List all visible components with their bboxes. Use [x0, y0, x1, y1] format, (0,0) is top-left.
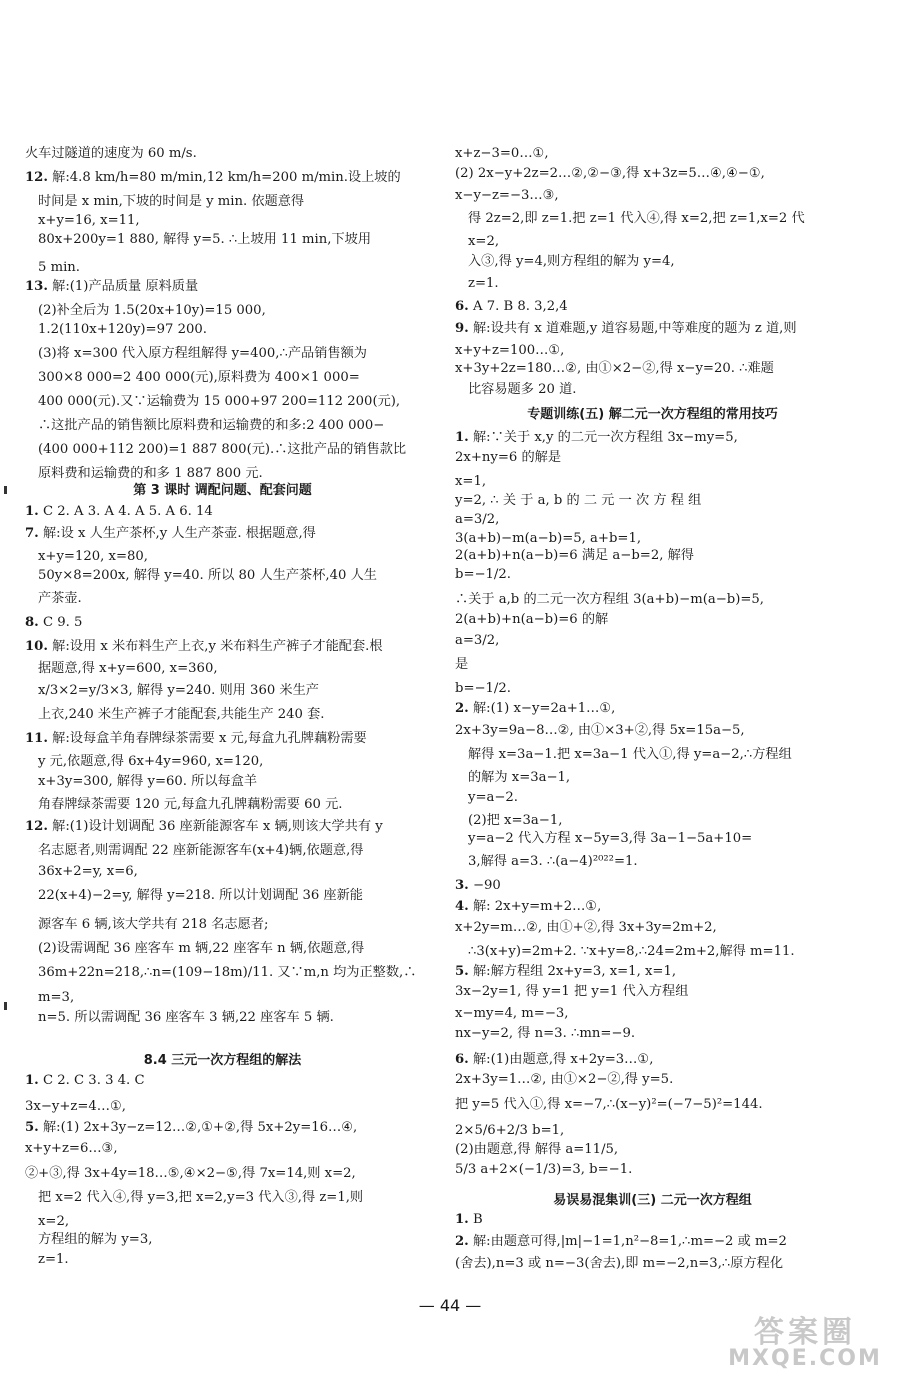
binding-mark: [4, 1002, 7, 1010]
text-line: [455, 1068, 850, 1092]
line-text: 3x−2y=1, 得 y=1 把 y=1 代入方程组: [455, 984, 689, 1000]
text-line: [25, 884, 420, 908]
text-line: [455, 378, 850, 402]
page-number: — 44 —: [418, 1296, 482, 1315]
line-text: 10. 解:设用 x 米布料生产上衣,y 米布料生产裤子才能配套.根: [25, 639, 383, 655]
text-line: [455, 1093, 850, 1117]
line-text: 是: [455, 657, 469, 673]
text-line: [25, 414, 420, 438]
line-text: 比容易题多 20 道.: [468, 382, 577, 398]
line-text: 易误易混集训(三) 二元一次方程组: [553, 1192, 752, 1208]
watermark-text: 答案圈: [754, 1315, 856, 1350]
text-line: [455, 446, 850, 470]
text-line: [25, 1137, 420, 1161]
text-line: [455, 916, 850, 940]
line-text: z=1.: [38, 1252, 69, 1268]
line-text: x+y+z=100…①,: [455, 343, 565, 359]
line-text: 上衣,240 米生产裤子才能配套,共能生产 240 套.: [38, 707, 325, 723]
line-text: 把 y=5 代入①,得 x=−7,∴(x−y)²=(−7−5)²=144.: [455, 1097, 763, 1113]
line-text: y=a−2 代入方程 x−5y=3,得 3a−1−5a+10=: [468, 831, 753, 847]
text-line: [25, 1186, 420, 1210]
line-text: x+z−3=0…①,: [455, 146, 549, 162]
line-text: 1.2(110x+120y)=97 200.: [38, 322, 207, 338]
text-line: [455, 743, 850, 767]
line-text: 源客车 6 辆,该大学共有 218 名志愿者;: [38, 917, 269, 933]
text-line: [25, 522, 420, 546]
section-heading: [25, 478, 420, 502]
line-text: n=5. 所以需调配 36 座客车 3 辆,22 座客车 5 辆.: [38, 1010, 334, 1026]
text-line: [25, 913, 420, 937]
text-line: [455, 786, 850, 810]
line-text: x+y+z=6…③,: [25, 1141, 118, 1157]
line-text: 2x+ny=6 的解是: [455, 450, 562, 466]
text-line: [455, 850, 850, 874]
line-text: 36x+2=y, x=6,: [38, 864, 138, 880]
line-text: nx−y=2, 得 n=3. ∴mn=−9.: [455, 1026, 636, 1042]
line-text: 8.4 三元一次方程组的解法: [143, 1052, 302, 1068]
text-line: [455, 1022, 850, 1046]
line-text: 5 min.: [38, 260, 80, 276]
line-text: 方程组的解为 y=3,: [38, 1232, 153, 1248]
text-line: [25, 1162, 420, 1186]
text-line: [25, 1248, 420, 1272]
line-text: 6. 解:(1)由题意,得 x+2y=3…①,: [455, 1052, 654, 1068]
text-line: [25, 438, 420, 462]
line-text: (400 000+112 200)=1 887 800(元).∴这批产品的销售款比: [38, 442, 407, 458]
watermark-logo: [720, 1315, 890, 1386]
line-text: x+y=16, x=11,: [38, 213, 140, 229]
line-text: 得 2z=2,即 z=1.把 z=1 代入④,得 x=2,把 z=1,x=2 代: [468, 211, 805, 227]
line-text: 1. C 2. A 3. A 4. A 5. A 6. 14: [25, 504, 213, 520]
line-text: 2(a+b)+n(a−b)=6 满足 a−b=2, 解得: [455, 548, 694, 564]
text-line: [455, 1230, 850, 1254]
text-line: [455, 1158, 850, 1182]
text-line: [25, 770, 420, 794]
line-text: b=−1/2.: [455, 681, 511, 697]
text-line: [25, 703, 420, 727]
line-text: 据题意,得 x+y=600, x=360,: [38, 661, 218, 677]
line-text: (2)把 x=3a−1,: [468, 813, 563, 829]
text-line: [455, 980, 850, 1004]
line-text: 5/3 a+2×(−1/3)=3, b=−1.: [455, 1162, 633, 1178]
line-text: x=1,: [455, 474, 487, 490]
line-text: 3(a+b)−m(a−b)=5, a+b=1,: [455, 531, 642, 547]
text-line: [455, 653, 850, 677]
line-text: 第 3 课时 调配问题、配套问题: [133, 482, 312, 498]
line-text: b=−1/2.: [455, 567, 511, 583]
line-text: x=2,: [468, 234, 500, 250]
text-line: [25, 961, 420, 985]
line-text: 9. 解:设共有 x 道难题,y 道容易题,中等难度的题为 z 道,则: [455, 321, 797, 337]
line-text: 400 000(元).又∵运输费为 15 000+97 200=112 200(元),: [38, 394, 401, 410]
line-text: 2. 解:(1) x−y=2a+1…①,: [455, 701, 616, 717]
text-line: [25, 366, 420, 390]
text-line: [455, 295, 850, 319]
line-text: 原料费和运输费的和多 1 887 800 元.: [38, 466, 263, 482]
line-text: a=3/2,: [455, 512, 500, 528]
line-text: 角春牌绿茶需要 120 元,每盒九孔牌藕粉需要 60 元.: [38, 797, 343, 813]
line-text: (2)补全后为 1.5(20x+10y)=15 000,: [38, 303, 266, 319]
line-text: 5. 解:解方程组 2x+y=3, x=1, x=1,: [455, 964, 677, 980]
binding-mark: [4, 486, 7, 494]
text-line: [455, 250, 850, 274]
text-line: [455, 827, 850, 851]
text-line: [25, 228, 420, 252]
text-line: [25, 342, 420, 366]
line-text: z=1.: [468, 276, 499, 292]
line-text: x+y=120, x=80,: [38, 549, 149, 565]
text-line: [25, 500, 420, 524]
line-text: (2) 2x−y+2z=2…②,②−③,得 x+3z=5…④,④−①,: [455, 166, 765, 182]
line-text: 3. −90: [455, 878, 501, 894]
line-text: 专题训练(五) 解二元一次方程组的常用技巧: [527, 406, 778, 422]
text-line: [25, 727, 420, 751]
text-line: [25, 679, 420, 703]
text-line: [25, 860, 420, 884]
line-text: 80x+200y=1 880, 解得 y=5. ∴上坡用 11 min,下坡用: [38, 232, 372, 248]
line-text: 3x−y+z=4…①,: [25, 1099, 126, 1115]
line-text: ②+③,得 3x+4y=18…⑤,④×2−⑤,得 7x=14,则 x=2,: [25, 1166, 356, 1182]
text-line: [25, 657, 420, 681]
line-text: (2)由题意,得 解得 a=11/5,: [455, 1142, 619, 1158]
line-text: y=a−2.: [468, 790, 518, 806]
line-text: ∴3(x+y)=2m+2. ∵x+y=8,∴24=2m+2,解得 m=11.: [468, 944, 795, 960]
text-line: [455, 207, 850, 231]
text-line: [455, 719, 850, 743]
line-text: 1. 解:∵关于 x,y 的二元一次方程组 3x−my=5,: [455, 430, 738, 446]
line-text: 解得 x=3a−1.把 x=3a−1 代入①,得 y=a−2,∴方程组: [468, 747, 792, 763]
line-text: 6. A 7. B 8. 3,2,4: [455, 299, 568, 315]
line-text: 2x+3y=9a−8…②, 由①×3+②,得 5x=15a−5,: [455, 723, 745, 739]
line-text: 2x+3y=1…②, 由①×2−②,得 y=5.: [455, 1072, 674, 1088]
line-text: 12. 解:(1)设计划调配 36 座新能源客车 x 辆,则该大学共有 y: [25, 819, 383, 835]
line-text: y 元,依题意,得 6x+4y=960, x=120,: [38, 754, 264, 770]
line-text: 3,解得 a=3. ∴(a−4)²⁰²²=1.: [468, 854, 638, 870]
text-line: [455, 184, 850, 208]
line-text: y=2, ∴ 关 于 a, b 的 二 元 一 次 方 程 组: [455, 493, 702, 509]
text-line: [25, 815, 420, 839]
text-line: [25, 166, 420, 190]
line-text: 13. 解:(1)产品质量 原料质量: [25, 279, 199, 295]
line-text: m=3,: [38, 990, 75, 1006]
line-text: 名志愿者,则需调配 22 座新能源客车(x+4)辆,依题意,得: [38, 843, 364, 859]
line-text: x−y−z=−3…③,: [455, 188, 559, 204]
line-text: 7. 解:设 x 人生产茶杯,y 人生产茶壶. 根据题意,得: [25, 526, 316, 542]
line-text: x=2,: [38, 1214, 70, 1230]
text-line: [25, 390, 420, 414]
line-text: 的解为 x=3a−1,: [468, 770, 571, 786]
text-line: [455, 1208, 850, 1232]
line-text: 1. C 2. C 3. 3 4. C: [25, 1073, 145, 1089]
text-line: [455, 272, 850, 296]
text-line: [455, 629, 850, 653]
text-line: [455, 1252, 850, 1276]
line-text: ∴这批产品的销售额比原料费和运输费的和多:2 400 000−: [38, 418, 385, 434]
line-text: 产茶壶.: [38, 591, 82, 607]
line-text: 36m+22n=218,∴n=(109−18m)/11. 又∵m,n 均为正整数,∴: [38, 965, 417, 981]
line-text: a=3/2,: [455, 633, 500, 649]
left-column: [25, 0, 420, 1390]
text-line: [25, 793, 420, 817]
line-text: 2(a+b)+n(a−b)=6 的解: [455, 612, 609, 628]
text-line: [25, 142, 420, 166]
line-text: 时间是 x min,下坡的时间是 y min. 依题意得: [38, 194, 305, 210]
text-line: [25, 1069, 420, 1093]
text-line: [25, 1006, 420, 1030]
line-text: 12. 解:4.8 km/h=80 m/min,12 km/h=200 m/min.设上坡的: [25, 170, 401, 186]
text-line: [25, 275, 420, 299]
line-text: 50y×8=200x, 解得 y=40. 所以 80 人生产茶杯,40 人生: [38, 568, 377, 584]
text-line: [25, 587, 420, 611]
text-line: [25, 937, 420, 961]
line-text: 300×8 000=2 400 000(元),原料费为 400×1 000=: [38, 370, 360, 386]
line-text: 火车过隧道的速度为 60 m/s.: [25, 146, 197, 162]
right-column: [455, 0, 850, 1390]
text-line: [455, 162, 850, 186]
line-text: ∴关于 a,b 的二元一次方程组 3(a+b)−m(a−b)=5,: [455, 592, 764, 608]
text-line: [455, 697, 850, 721]
line-text: x+3y+2z=180…②, 由①×2−②,得 x−y=20. ∴难题: [455, 361, 774, 377]
line-text: x+2y=m…②, 由①+②,得 3x+3y=2m+2,: [455, 920, 717, 936]
line-text: 把 x=2 代入④,得 y=3,把 x=2,y=3 代入③,得 z=1,则: [38, 1190, 364, 1206]
line-text: x+3y=300, 解得 y=60. 所以每盒羊: [38, 774, 258, 790]
line-text: 5. 解:(1) 2x+3y−z=12…②,①+②,得 5x+2y=16…④,: [25, 1120, 358, 1136]
line-text: x/3×2=y/3×3, 解得 y=240. 则用 360 米生产: [38, 683, 319, 699]
line-text: x−my=4, m=−3,: [455, 1006, 569, 1022]
line-text: (3)将 x=300 代入原方程组解得 y=400,∴产品销售额为: [38, 346, 367, 362]
line-text: 2. 解:由题意可得,|m|−1=1,n²−8=1,∴m=−2 或 m=2: [455, 1234, 787, 1250]
line-text: 1. B: [455, 1212, 483, 1228]
line-text: 22(x+4)−2=y, 解得 y=218. 所以计划调配 36 座新能: [38, 888, 363, 904]
line-text: (2)设需调配 36 座客车 m 辆,22 座客车 n 辆,依题意,得: [38, 941, 365, 957]
text-line: [25, 318, 420, 342]
line-text: 2×5/6+2/3 b=1,: [455, 1123, 565, 1139]
line-text: 8. C 9. 5: [25, 615, 83, 631]
watermark-url: MXQE.COM: [728, 1346, 882, 1371]
line-text: (舍去),n=3 或 n=−3(舍去),即 m=−2,n=3,∴原方程化: [455, 1256, 784, 1272]
text-line: [455, 563, 850, 587]
line-text: 11. 解:设每盒羊角春牌绿茶需要 x 元,每盒九孔牌藕粉需要: [25, 731, 367, 747]
text-line: [25, 611, 420, 635]
line-text: 4. 解: 2x+y=m+2…①,: [455, 899, 602, 915]
text-line: [25, 564, 420, 588]
text-line: [25, 635, 420, 659]
section-heading: [455, 402, 850, 426]
line-text: 入③,得 y=4,则方程组的解为 y=4,: [468, 254, 675, 270]
text-line: [455, 317, 850, 341]
